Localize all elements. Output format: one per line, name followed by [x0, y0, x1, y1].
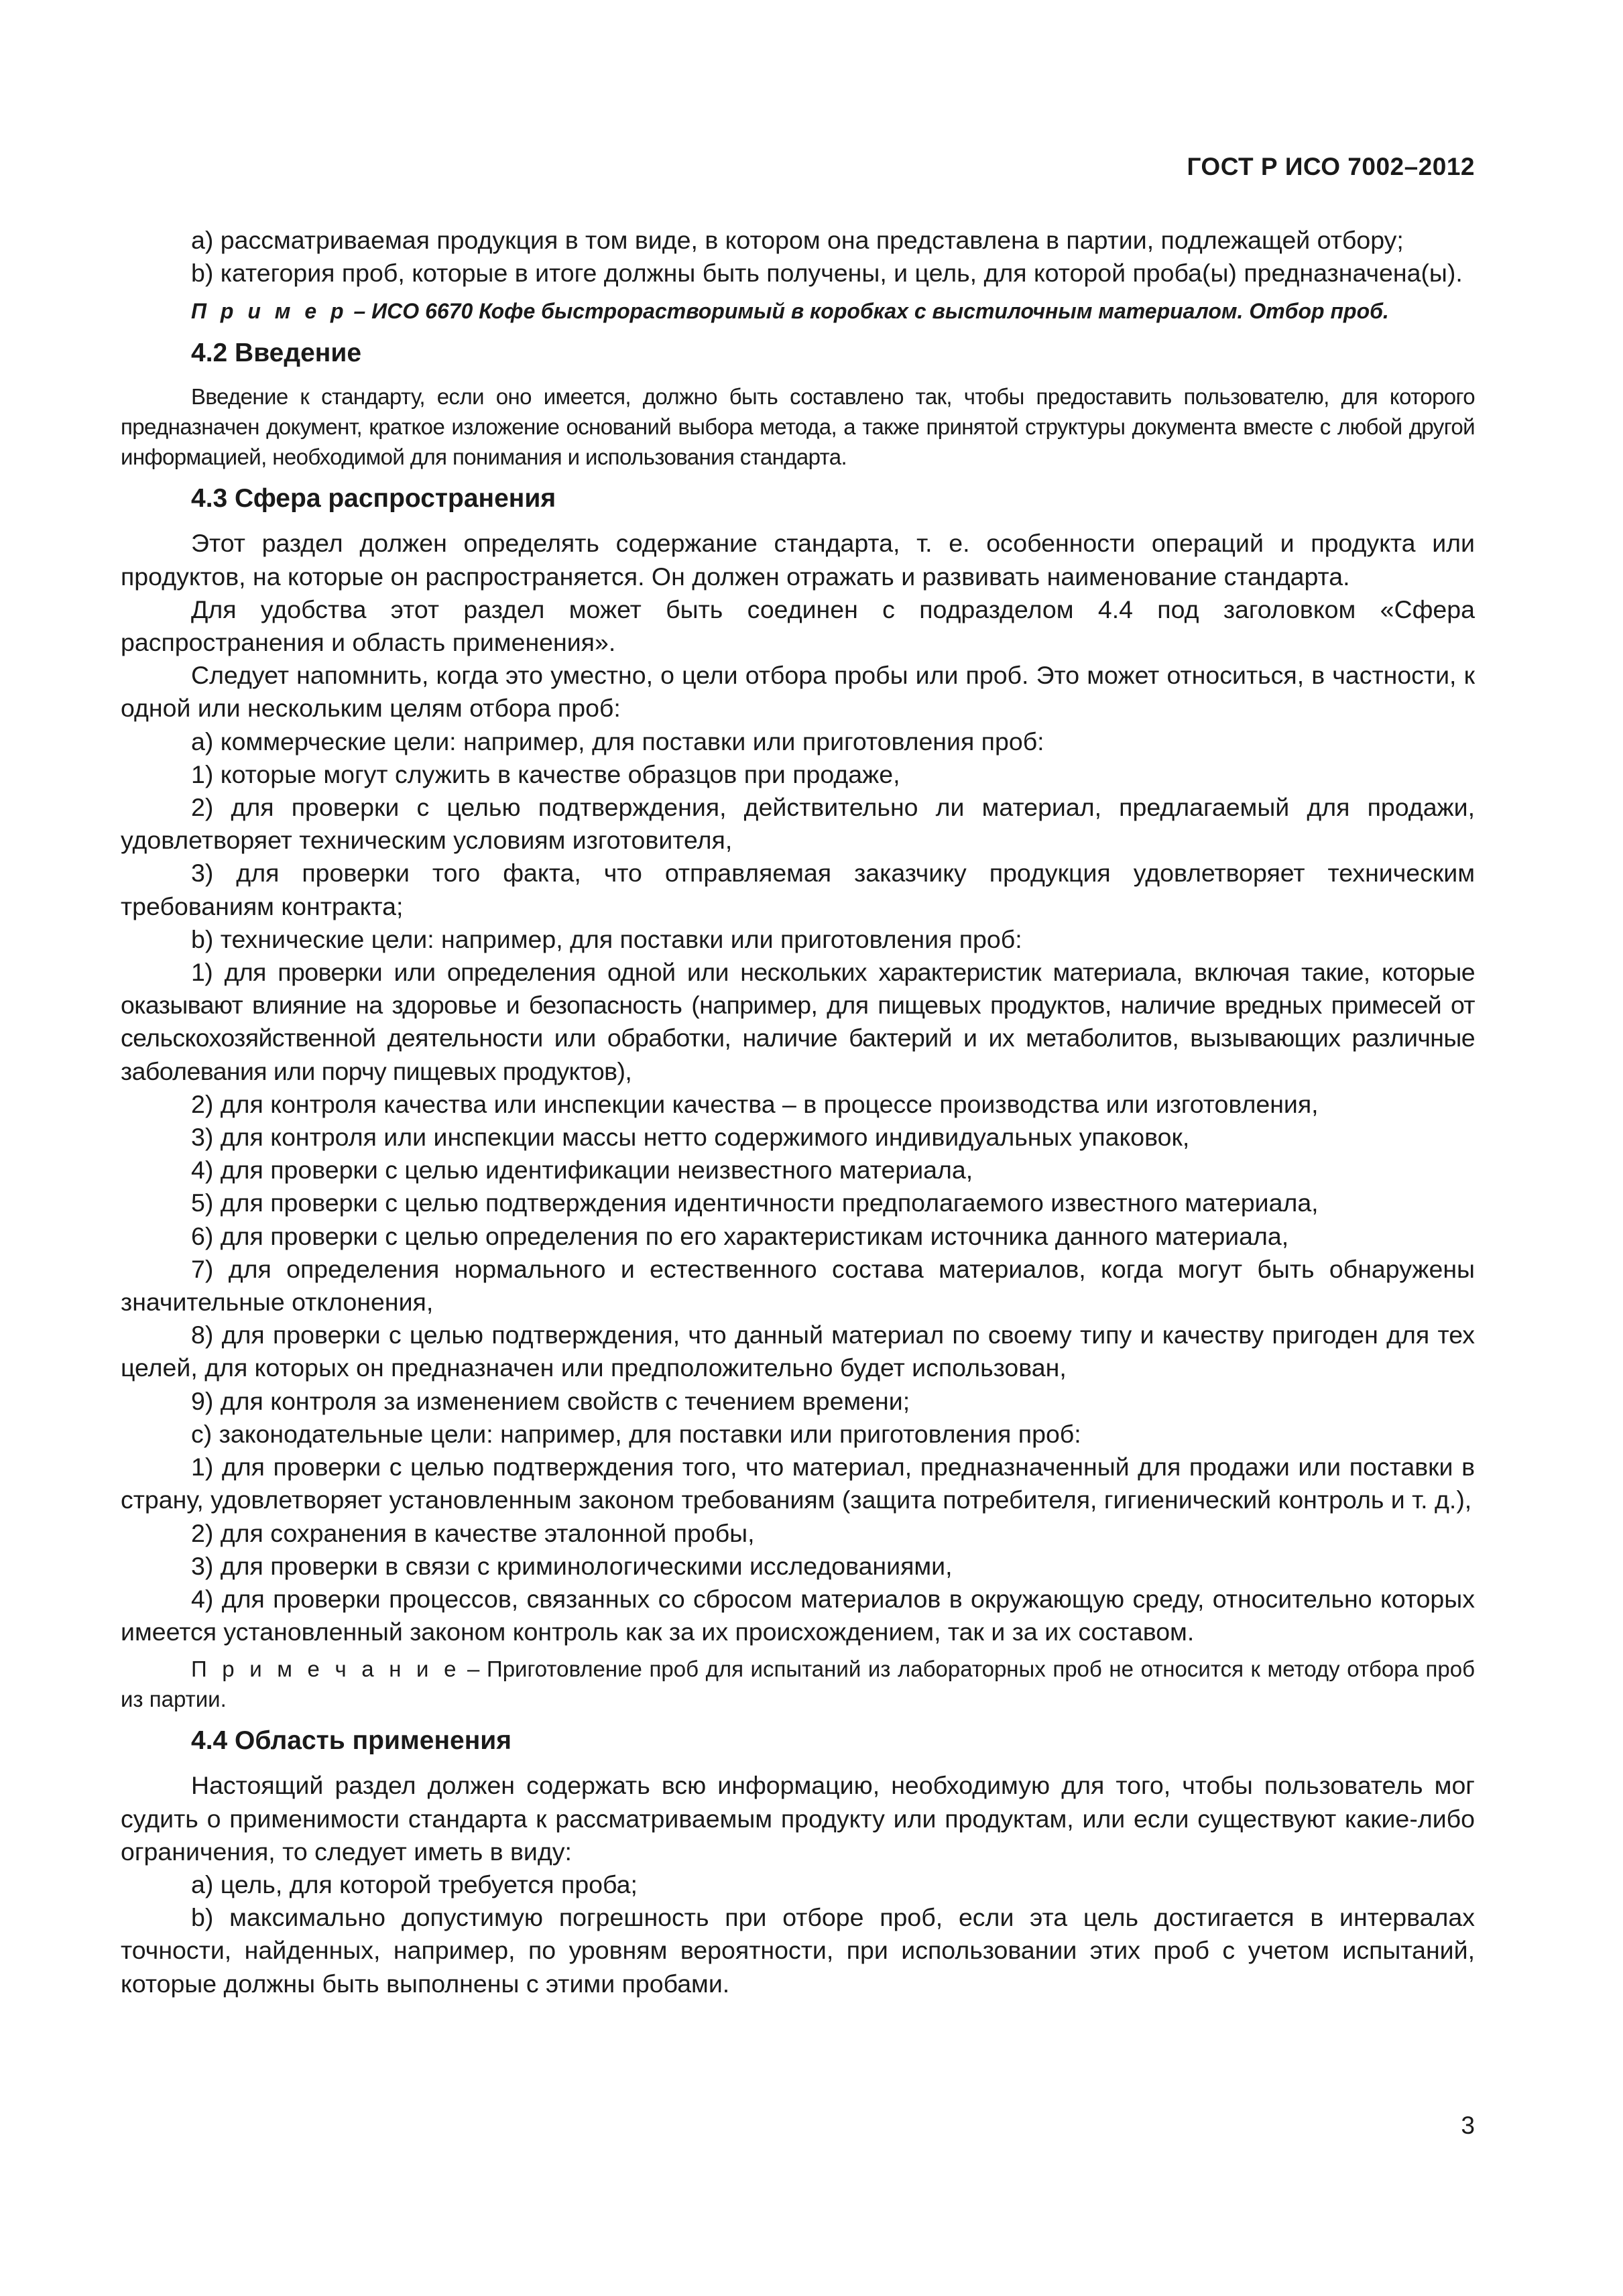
- list-item: b) технические цели: например, для поставки или приготовления проб:: [191, 924, 1022, 953]
- list-item: 1) которые могут служить в качестве образцов при продаже,: [191, 760, 900, 788]
- list-item: 2) для сохранения в качестве эталонной пробы,: [191, 1518, 755, 1547]
- list-item: 1) для проверки с целью подтверждения того, что материал, предназначенный для продажи или поставки в страну, удовлетворяет установленным законом требованиям (защита потребителя, гигиенический контроль и т. д.),: [121, 1453, 1475, 1514]
- list-item: b) максимально допустимую погрешность при отборе проб, если эта цель достигается в интервалах точности, найденных, например, по уровням вероятности, при использовании этих проб с учетом испытаний, которые должны быть выполнены с этими пробами.: [121, 1903, 1475, 1998]
- list-item: 8) для проверки с целью подтверждения, что данный материал по своему типу и качеству пригоден для тех целей, для которых он предназначен или предположительно будет использован,: [121, 1321, 1475, 1382]
- section-heading-4-3: 4.3 Сфера распространения: [191, 484, 556, 513]
- list-item: a) коммерческие цели: например, для поставки или приготовления проб:: [191, 727, 1044, 756]
- list-item: 6) для проверки с целью определения по его характеристикам источника данного материала,: [191, 1221, 1289, 1250]
- list-item: 2) для проверки с целью подтверждения, действительно ли материал, предлагаемый для продажи, удовлетворяет техническим условиям изготовителя,: [121, 793, 1475, 855]
- list-item: c) законодательные цели: например, для поставки или приготовления проб:: [191, 1419, 1081, 1448]
- list-item: 9) для контроля за изменением свойств с течением времени;: [191, 1386, 910, 1415]
- note-label: П р и м е ч а н и е: [191, 1656, 461, 1682]
- paragraph: Для удобства этот раздел может быть соединен с подразделом 4.4 под заголовком «Сфера распространения и область применения».: [121, 595, 1475, 657]
- list-item: 5) для проверки с целью подтверждения идентичности предполагаемого известного материала,: [191, 1189, 1319, 1217]
- document-body: [121, 224, 1475, 2000]
- paragraph: Следует напомнить, когда это уместно, о цели отбора пробы или проб. Это может относиться, в частности, к одной или нескольким целям отбора проб:: [121, 661, 1475, 723]
- list-item: 3) для проверки в связи с криминологическими исследованиями,: [191, 1551, 953, 1580]
- example-text: – ИСО 6670 Кофе быстрорастворимый в коробках с выстилочным материалом. Отбор проб.: [347, 299, 1389, 324]
- list-item: a) цель, для которой требуется проба;: [191, 1870, 638, 1898]
- example-paragraph: [121, 296, 1475, 326]
- note-text: – Приготовление проб для испытаний из лабораторных проб не относится к методу отбора проб из партии.: [121, 1656, 1475, 1712]
- list-item: 3) для контроля или инспекции массы нетто содержимого индивидуальных упаковок,: [191, 1123, 1190, 1152]
- section-heading-4-2: 4.2 Введение: [191, 339, 362, 368]
- list-item: 4) для проверки процессов, связанных со сбросом материалов в окружающую среду, относительно которых имеется установленный законом контроль как за их происхождением, так и за их составом.: [121, 1584, 1475, 1646]
- document-header: ГОСТ Р ИСО 7002–2012: [1187, 153, 1475, 180]
- list-item: 3) для проверки того факта, что отправляемая заказчику продукция удовлетворяет техническим требованиям контракта;: [121, 859, 1475, 920]
- document-page: [121, 0, 1475, 2296]
- paragraph: b) категория проб, которые в итоге должны быть получены, и цель, для которой проба(ы) предназначена(ы).: [191, 259, 1463, 288]
- section-heading-4-4: 4.4 Область применения: [191, 1726, 512, 1756]
- list-item: 7) для определения нормального и естественного состава материалов, когда могут быть обнаружены значительные отклонения,: [121, 1254, 1475, 1317]
- page-number: 3: [1461, 2112, 1475, 2139]
- list-item: 4) для проверки с целью идентификации неизвестного материала,: [191, 1156, 973, 1185]
- paragraph: Этот раздел должен определять содержание стандарта, т. е. особенности операций и продукта или продуктов, на которые он распространяется. Он должен отражать и развивать наименование стандарта.: [121, 529, 1475, 591]
- paragraph: Настоящий раздел должен содержать всю информацию, необходимую для того, чтобы пользователь мог судить о применимости стандарта к рассматриваемым продукту или продуктам, или если существуют какие-либо ограничения, то следует иметь в виду:: [121, 1771, 1475, 1866]
- example-label: П р и м е р: [191, 299, 348, 324]
- paragraph: a) рассматриваемая продукция в том виде, в котором она представлена в партии, подлежащей отбору;: [191, 226, 1404, 254]
- note-paragraph: [121, 1654, 1475, 1714]
- paragraph: Введение к стандарту, если оно имеется, должно быть составлено так, чтобы предоставить пользователю, для которого предназначен документ, краткое изложение оснований выбора метода, а также принятой структуры документа вместе с любой другой информацией, необходимой для понимания и использования стандарта.: [121, 384, 1475, 470]
- list-item: 2) для контроля качества или инспекции качества – в процессе производства или изготовления,: [191, 1089, 1319, 1118]
- list-item: 1) для проверки или определения одной или нескольких характеристик материала, включая такие, которые оказывают влияние на здоровье и безопасность (например, для пищевых продуктов, наличие вредных примесей от сельскохозяйственной деятельности или обработки, наличие бактерий и их метаболитов, вызывающих различные заболевания или порчу пищевых продуктов),: [121, 958, 1475, 1085]
